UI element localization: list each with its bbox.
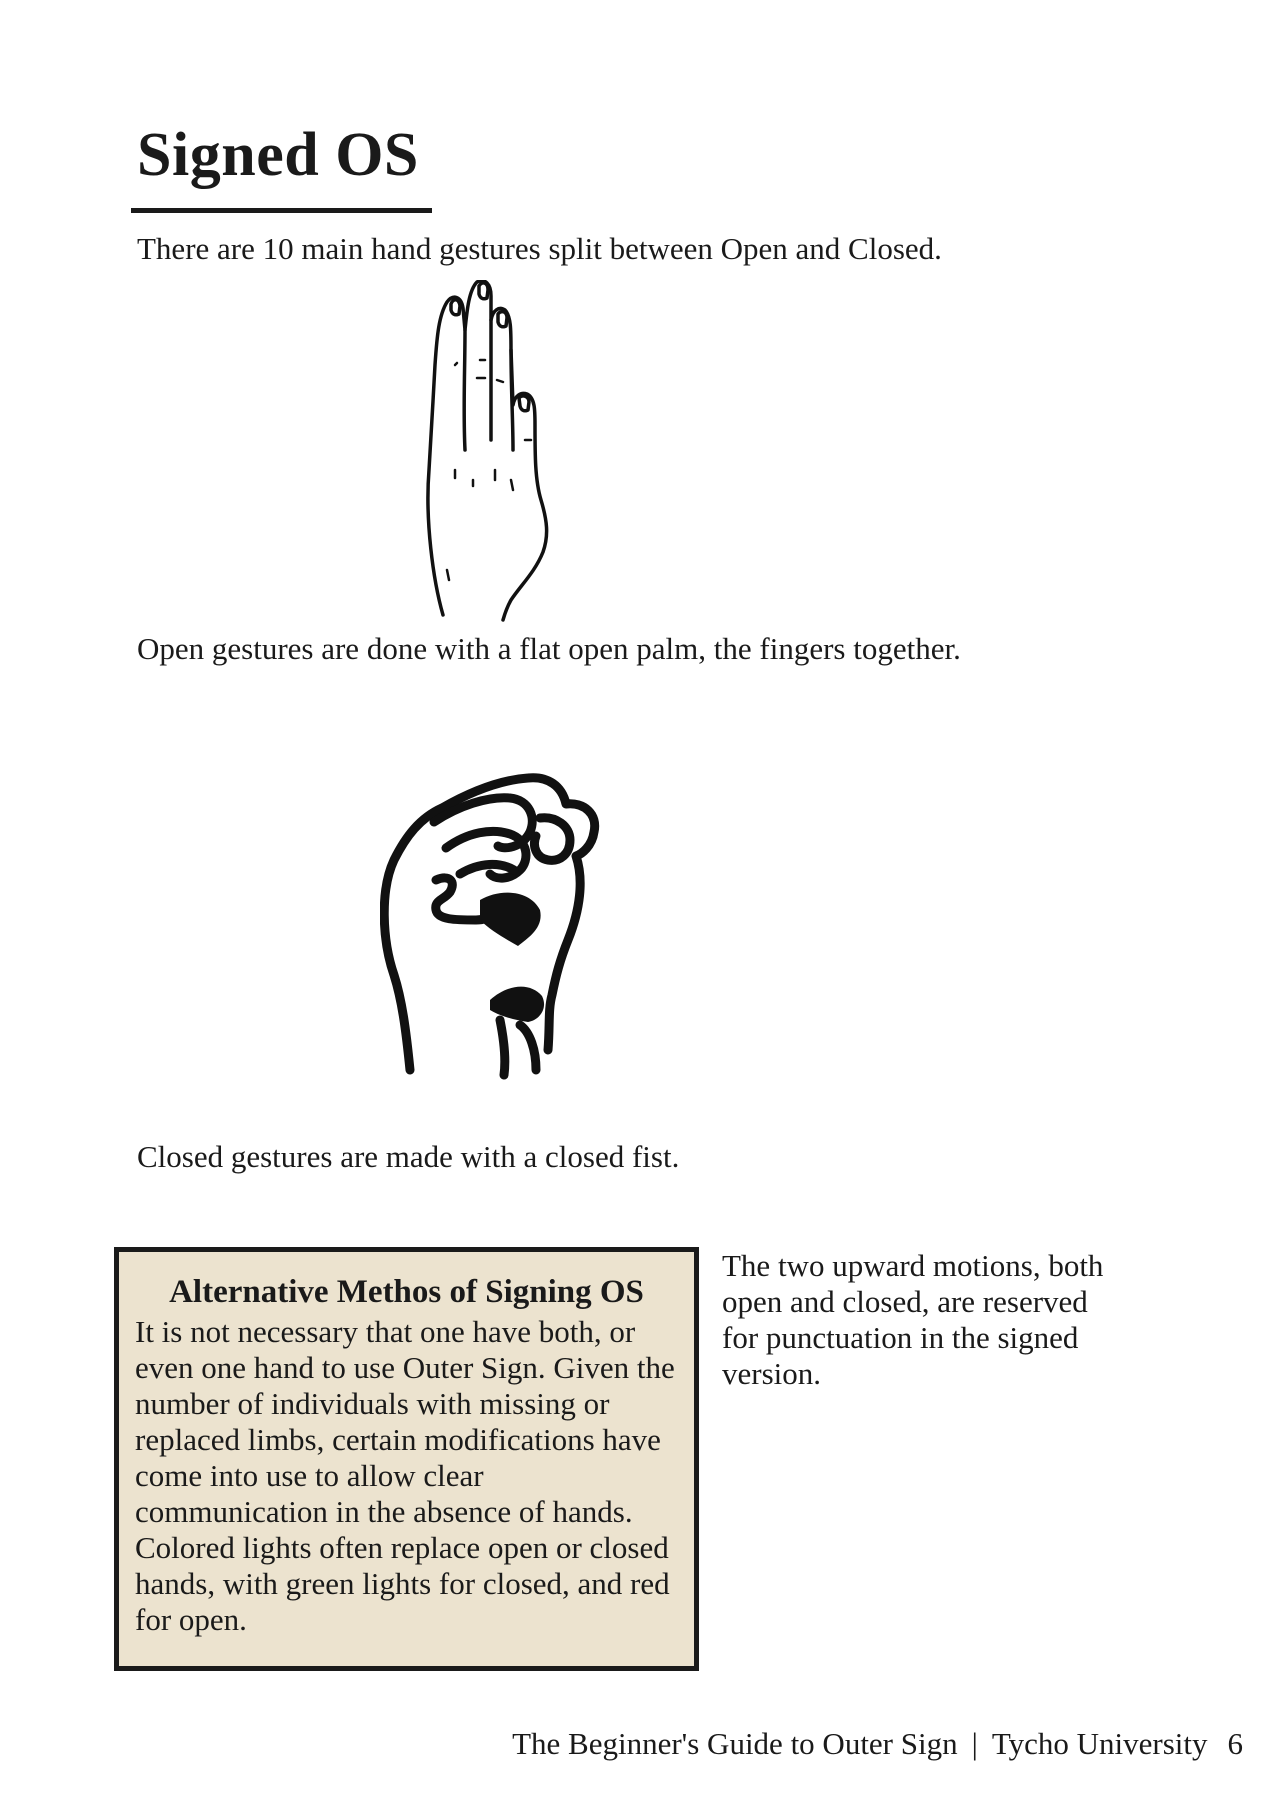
sidebar-body: It is not necessary that one have both, or even one hand to use Outer Sign. Given the number of individuals with missing or replaced limbs, certain modifications have come into use to allow clear communication in the absence of hands. Colored lights often replace open or closed hands, with green lights for closed, and red for open.	[135, 1314, 675, 1638]
page-title: Signed OS	[137, 121, 419, 189]
page-number: 6	[1227, 1726, 1243, 1761]
intro-paragraph: There are 10 main hand gestures split between Open and Closed.	[137, 231, 942, 266]
page-footer	[512, 1725, 1243, 1762]
sidebar-box	[114, 1247, 699, 1671]
footer-publisher: Tycho University	[991, 1726, 1208, 1761]
closed-gesture-caption: Closed gestures are made with a closed fist.	[137, 1139, 680, 1174]
closed-fist-icon	[380, 770, 615, 1080]
open-gesture-caption: Open gestures are done with a flat open palm, the fingers together.	[137, 631, 961, 666]
sidebar-title: Alternative Methos of Signing OS	[169, 1274, 644, 1310]
footer-separator: |	[971, 1726, 978, 1761]
title-underline	[131, 208, 432, 213]
open-hand-icon	[425, 280, 605, 625]
punctuation-note: The two upward motions, both open and closed, are reserved for punctuation in the signed version.	[722, 1248, 1104, 1391]
footer-book-title: The Beginner's Guide to Outer Sign	[512, 1726, 958, 1761]
